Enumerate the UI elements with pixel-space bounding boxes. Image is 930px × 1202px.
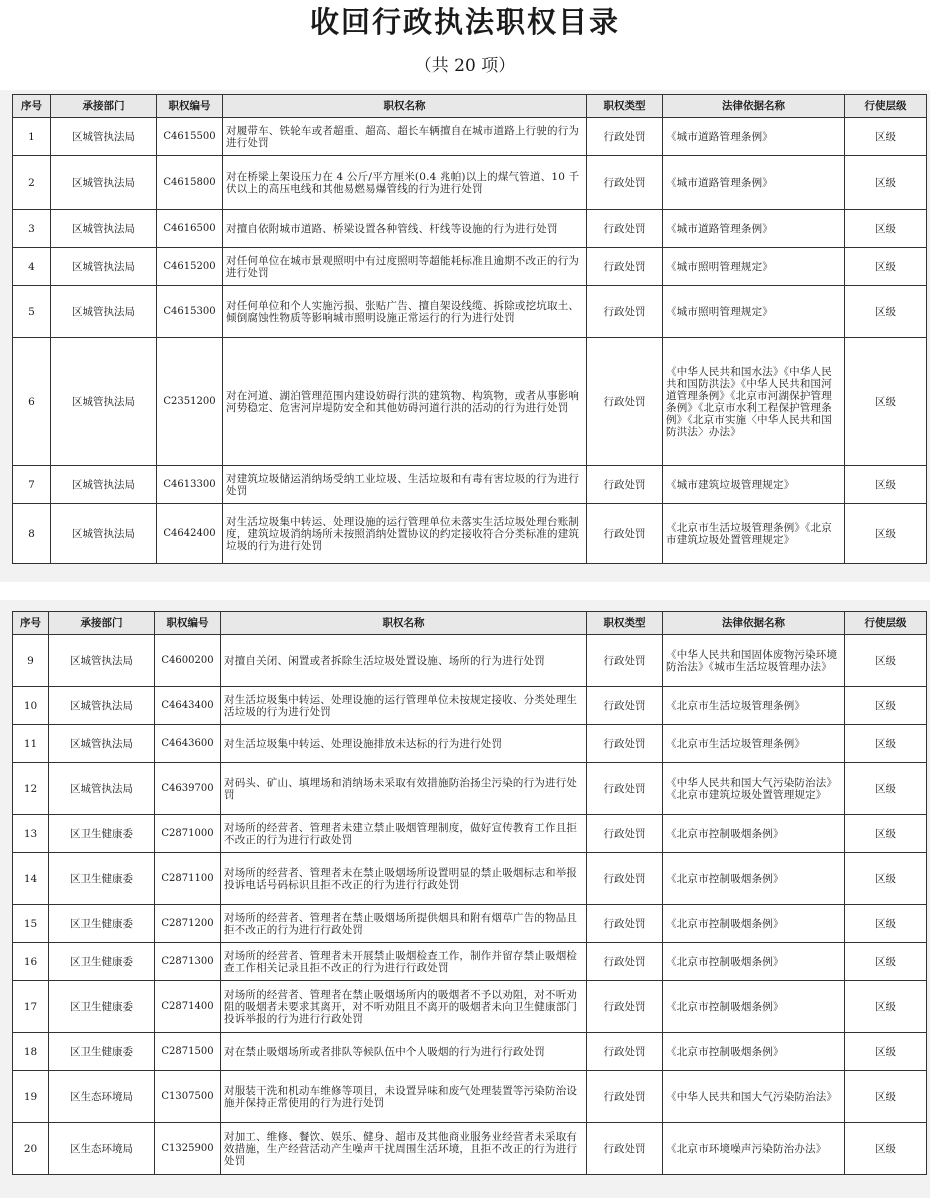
cell-type: 行政处罚	[587, 1123, 663, 1175]
cell-no: 14	[13, 853, 49, 905]
cell-law: 《北京市控制吸烟条例》	[663, 853, 845, 905]
table-row	[13, 981, 927, 1033]
authority-table-2	[12, 611, 927, 1175]
cell-no: 8	[13, 504, 51, 564]
cell-no: 1	[13, 118, 51, 156]
cell-name: 对任何单位和个人实施污损、张贴广告、擅自架设线缆、拆除或挖坑取土、倾倒腐蚀性物质等影响城市照明设施正常运行的行为进行处罚	[223, 286, 587, 338]
cell-law: 《城市道路管理条例》	[663, 156, 845, 210]
cell-code: C2351200	[157, 338, 223, 466]
cell-law: 《北京市控制吸烟条例》	[663, 981, 845, 1033]
cell-no: 4	[13, 248, 51, 286]
cell-type: 行政处罚	[587, 635, 663, 687]
cell-code: C4613300	[157, 466, 223, 504]
cell-code: C4643400	[155, 687, 221, 725]
cell-code: C4615800	[157, 156, 223, 210]
cell-name: 对生活垃圾集中转运、处理设施排放未达标的行为进行处罚	[221, 725, 587, 763]
cell-level: 区级	[845, 156, 927, 210]
cell-name: 对场所的经营者、管理者未在禁止吸烟场所设置明显的禁止吸烟标志和举报投诉电话号码标识且拒不改正的行为进行行政处罚	[221, 853, 587, 905]
cell-law: 《中华人民共和国大气污染防治法》《北京市建筑垃圾处置管理规定》	[663, 763, 845, 815]
header-dept: 承接部门	[49, 612, 155, 635]
cell-code: C4643600	[155, 725, 221, 763]
cell-no: 15	[13, 905, 49, 943]
cell-dept: 区城管执法局	[51, 286, 157, 338]
cell-level: 区级	[845, 905, 927, 943]
table-row	[13, 466, 927, 504]
table-row	[13, 248, 927, 286]
header-type: 职权类型	[587, 95, 663, 118]
cell-law: 《北京市控制吸烟条例》	[663, 815, 845, 853]
cell-dept: 区卫生健康委	[49, 815, 155, 853]
cell-code: C4642400	[157, 504, 223, 564]
cell-name: 对在禁止吸烟场所或者排队等候队伍中个人吸烟的行为进行行政处罚	[221, 1033, 587, 1071]
header-type: 职权类型	[587, 612, 663, 635]
cell-law: 《北京市生活垃圾管理条例》《北京市建筑垃圾处置管理规定》	[663, 504, 845, 564]
cell-law: 《北京市控制吸烟条例》	[663, 905, 845, 943]
cell-code: C4639700	[155, 763, 221, 815]
cell-law: 《北京市控制吸烟条例》	[663, 943, 845, 981]
cell-level: 区级	[845, 466, 927, 504]
table-row	[13, 210, 927, 248]
cell-code: C1325900	[155, 1123, 221, 1175]
cell-no: 11	[13, 725, 49, 763]
cell-type: 行政处罚	[587, 248, 663, 286]
cell-code: C2871100	[155, 853, 221, 905]
table-row	[13, 905, 927, 943]
cell-level: 区级	[845, 504, 927, 564]
table-row	[13, 763, 927, 815]
cell-no: 6	[13, 338, 51, 466]
cell-type: 行政处罚	[587, 853, 663, 905]
cell-law: 《城市道路管理条例》	[663, 210, 845, 248]
cell-dept: 区城管执法局	[49, 725, 155, 763]
table-row	[13, 1071, 927, 1123]
cell-law: 《中华人民共和国水法》《中华人民共和国防洪法》《中华人民共和国河道管理条例》《北京市河湖保护管理条例》《北京市水利工程保护管理条例》《北京市实施〈中华人民共和国防洪法〉办法》	[663, 338, 845, 466]
cell-dept: 区生态环境局	[49, 1123, 155, 1175]
table-row	[13, 853, 927, 905]
table-row	[13, 687, 927, 725]
table-header-row	[13, 95, 927, 118]
cell-name: 对在桥梁上架设压力在 4 公斤/平方厘米(0.4 兆帕)以上的煤气管道、10 千伏以上的高压电线和其他易燃易爆管线的行为进行处罚	[223, 156, 587, 210]
table-header-row	[13, 612, 927, 635]
cell-name: 对生活垃圾集中转运、处理设施的运行管理单位未落实生活垃圾处理台账制度，建筑垃圾消纳场所未按照消纳处置协议的约定接收符合分类标准的建筑垃圾的行为进行处罚	[223, 504, 587, 564]
document-subtitle: （共 20 项）	[414, 56, 516, 76]
cell-name: 对任何单位在城市景观照明中有过度照明等超能耗标准且逾期不改正的行为进行处罚	[223, 248, 587, 286]
cell-level: 区级	[845, 210, 927, 248]
header-code: 职权编号	[155, 612, 221, 635]
cell-no: 9	[13, 635, 49, 687]
cell-level: 区级	[845, 725, 927, 763]
cell-type: 行政处罚	[587, 118, 663, 156]
cell-law: 《北京市生活垃圾管理条例》	[663, 687, 845, 725]
cell-law: 《北京市生活垃圾管理条例》	[663, 725, 845, 763]
cell-name: 对在河道、湖泊管理范围内建设妨碍行洪的建筑物、构筑物，或者从事影响河势稳定、危害河岸堤防安全和其他妨碍河道行洪的活动的行为进行处罚	[223, 338, 587, 466]
cell-dept: 区城管执法局	[51, 210, 157, 248]
cell-level: 区级	[845, 1033, 927, 1071]
cell-name: 对场所的经营者、管理者在禁止吸烟场所内的吸烟者不予以劝阻，对不听劝阻的吸烟者未要求其离开，对不听劝阻且不离开的吸烟者未向卫生健康部门投诉举报的行为进行行政处罚	[221, 981, 587, 1033]
cell-no: 18	[13, 1033, 49, 1071]
cell-dept: 区城管执法局	[51, 504, 157, 564]
header-level: 行使层级	[845, 95, 927, 118]
cell-no: 13	[13, 815, 49, 853]
table-row	[13, 118, 927, 156]
cell-level: 区级	[845, 815, 927, 853]
table-row	[13, 1033, 927, 1071]
cell-type: 行政处罚	[587, 815, 663, 853]
table-row	[13, 815, 927, 853]
cell-level: 区级	[845, 687, 927, 725]
cell-law: 《北京市控制吸烟条例》	[663, 1033, 845, 1071]
table-row	[13, 338, 927, 466]
cell-name: 对场所的经营者、管理者未开展禁止吸烟检查工作，制作并留存禁止吸烟检查工作相关记录且拒不改正的行为进行行政处罚	[221, 943, 587, 981]
header-law: 法律依据名称	[663, 95, 845, 118]
cell-level: 区级	[845, 981, 927, 1033]
table-row	[13, 504, 927, 564]
cell-no: 20	[13, 1123, 49, 1175]
cell-no: 17	[13, 981, 49, 1033]
cell-code: C4615300	[157, 286, 223, 338]
cell-law: 《中华人民共和国大气污染防治法》	[663, 1071, 845, 1123]
cell-type: 行政处罚	[587, 466, 663, 504]
cell-name: 对擅自关闭、闲置或者拆除生活垃圾处置设施、场所的行为进行处罚	[221, 635, 587, 687]
cell-code: C2871300	[155, 943, 221, 981]
cell-law: 《北京市环境噪声污染防治办法》	[663, 1123, 845, 1175]
cell-name: 对生活垃圾集中转运、处理设施的运行管理单位未按规定接收、分类处理生活垃圾的行为进行处罚	[221, 687, 587, 725]
cell-dept: 区卫生健康委	[49, 981, 155, 1033]
header-dept: 承接部门	[51, 95, 157, 118]
cell-name: 对场所的经营者、管理者未建立禁止吸烟管理制度，做好宣传教育工作且拒不改正的行为进行行政处罚	[221, 815, 587, 853]
cell-dept: 区城管执法局	[51, 156, 157, 210]
cell-type: 行政处罚	[587, 687, 663, 725]
cell-law: 《城市建筑垃圾管理规定》	[663, 466, 845, 504]
header-level: 行使层级	[845, 612, 927, 635]
cell-law: 《城市照明管理规定》	[663, 248, 845, 286]
cell-no: 7	[13, 466, 51, 504]
table-row	[13, 156, 927, 210]
cell-no: 3	[13, 210, 51, 248]
cell-no: 12	[13, 763, 49, 815]
cell-code: C2871000	[155, 815, 221, 853]
cell-name: 对履带车、铁轮车或者超重、超高、超长车辆擅自在城市道路上行驶的行为进行处罚	[223, 118, 587, 156]
header-no: 序号	[13, 95, 51, 118]
cell-dept: 区城管执法局	[51, 466, 157, 504]
cell-code: C2871400	[155, 981, 221, 1033]
cell-type: 行政处罚	[587, 763, 663, 815]
cell-dept: 区生态环境局	[49, 1071, 155, 1123]
cell-level: 区级	[845, 635, 927, 687]
table-page-2	[0, 600, 930, 1198]
cell-dept: 区城管执法局	[51, 118, 157, 156]
cell-type: 行政处罚	[587, 156, 663, 210]
cell-no: 2	[13, 156, 51, 210]
table-row	[13, 725, 927, 763]
cell-type: 行政处罚	[587, 1071, 663, 1123]
cell-code: C4615500	[157, 118, 223, 156]
cell-name: 对建筑垃圾储运消纳场受纳工业垃圾、生活垃圾和有毒有害垃圾的行为进行处罚	[223, 466, 587, 504]
cell-type: 行政处罚	[587, 905, 663, 943]
cell-type: 行政处罚	[587, 286, 663, 338]
cell-type: 行政处罚	[587, 504, 663, 564]
cell-level: 区级	[845, 763, 927, 815]
cell-type: 行政处罚	[587, 943, 663, 981]
cell-no: 10	[13, 687, 49, 725]
cell-name: 对服装干洗和机动车维修等项目，未设置异味和废气处理装置等污染防治设施并保持正常使用的行为进行处罚	[221, 1071, 587, 1123]
cell-dept: 区卫生健康委	[49, 943, 155, 981]
cell-dept: 区城管执法局	[49, 763, 155, 815]
cell-name: 对场所的经营者、管理者在禁止吸烟场所提供烟具和附有烟草广告的物品且拒不改正的行为进行行政处罚	[221, 905, 587, 943]
table-page-1	[0, 90, 930, 582]
cell-type: 行政处罚	[587, 725, 663, 763]
table-row	[13, 943, 927, 981]
cell-type: 行政处罚	[587, 1033, 663, 1071]
cell-code: C2871500	[155, 1033, 221, 1071]
header-name: 职权名称	[223, 95, 587, 118]
cell-dept: 区城管执法局	[51, 248, 157, 286]
cell-type: 行政处罚	[587, 338, 663, 466]
cell-code: C4615200	[157, 248, 223, 286]
cell-dept: 区卫生健康委	[49, 905, 155, 943]
table-row	[13, 286, 927, 338]
cell-level: 区级	[845, 286, 927, 338]
cell-level: 区级	[845, 853, 927, 905]
cell-code: C1307500	[155, 1071, 221, 1123]
cell-no: 5	[13, 286, 51, 338]
cell-law: 《城市道路管理条例》	[663, 118, 845, 156]
cell-dept: 区城管执法局	[51, 338, 157, 466]
cell-no: 19	[13, 1071, 49, 1123]
cell-name: 对加工、维修、餐饮、娱乐、健身、超市及其他商业服务业经营者未采取有效措施，生产经营活动产生噪声干扰周围生活环境，且拒不改正的行为进行处罚	[221, 1123, 587, 1175]
cell-dept: 区卫生健康委	[49, 1033, 155, 1071]
cell-type: 行政处罚	[587, 210, 663, 248]
table-row	[13, 635, 927, 687]
header-law: 法律依据名称	[663, 612, 845, 635]
authority-table-1	[12, 94, 927, 564]
cell-law: 《中华人民共和国固体废物污染环境防治法》《城市生活垃圾管理办法》	[663, 635, 845, 687]
cell-dept: 区卫生健康委	[49, 853, 155, 905]
cell-dept: 区城管执法局	[49, 635, 155, 687]
cell-level: 区级	[845, 118, 927, 156]
header-name: 职权名称	[221, 612, 587, 635]
cell-name: 对码头、矿山、填埋场和消纳场未采取有效措施防治扬尘污染的行为进行处罚	[221, 763, 587, 815]
cell-dept: 区城管执法局	[49, 687, 155, 725]
header-code: 职权编号	[157, 95, 223, 118]
cell-level: 区级	[845, 1071, 927, 1123]
cell-level: 区级	[845, 943, 927, 981]
cell-code: C4600200	[155, 635, 221, 687]
cell-code: C4616500	[157, 210, 223, 248]
cell-no: 16	[13, 943, 49, 981]
cell-level: 区级	[845, 338, 927, 466]
cell-level: 区级	[845, 1123, 927, 1175]
header-no: 序号	[13, 612, 49, 635]
cell-type: 行政处罚	[587, 981, 663, 1033]
cell-law: 《城市照明管理规定》	[663, 286, 845, 338]
cell-name: 对擅自依附城市道路、桥梁设置各种管线、杆线等设施的行为进行处罚	[223, 210, 587, 248]
table-row	[13, 1123, 927, 1175]
cell-code: C2871200	[155, 905, 221, 943]
cell-level: 区级	[845, 248, 927, 286]
document-title: 收回行政执法职权目录	[309, 5, 620, 39]
